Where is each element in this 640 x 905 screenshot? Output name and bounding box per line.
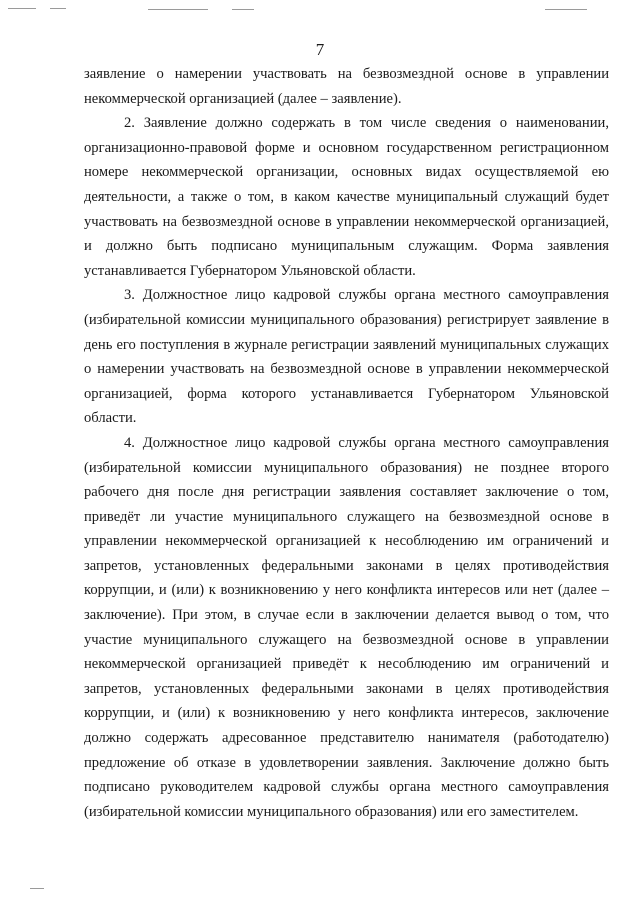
document-body (84, 62, 609, 824)
scan-artifact-top-center (148, 9, 208, 10)
scan-artifact-top-right (545, 9, 587, 10)
scan-artifact-bottom-left (30, 888, 44, 889)
paragraph-4: 4. Должностное лицо кадровой службы органа местного самоуправления (избирательной комиссии муниципального образования) не позднее второго рабочего дня после дня регистрации заявления составляет заключение о том, приведёт ли участие муниципального служащего на безвозмездной основе в управлении некоммерческой организацией к несоблюдению им ограничений и запретов, установленных федеральными законами в целях противодействия коррупции, и (или) к возникновению у него конфликта интересов или нет (далее – заключение). При этом, в случае если в заключении делается вывод о том, что участие муниципального служащего на безвозмездной основе в управлении некоммерческой организацией приведёт к несоблюдению им ограничений и запретов, установленных федеральными законами в целях противодействия коррупции, и (или) к возникновению у него конфликта интересов, заключение должно содержать адресованное представителю нанимателя (работодателю) предложение об отказе в удовлетворении заявления. Заключение должно быть подписано руководителем кадровой службы органа местного самоуправления (избирательной комиссии муниципального образования) или его заместителем. (84, 434, 609, 820)
scan-artifact-top-left (8, 8, 36, 9)
paragraph-continuation: заявление о намерении участвовать на безвозмездной основе в управлении некоммерческой организацией (далее – заявление). (84, 66, 609, 107)
page-number: 7 (315, 40, 325, 59)
scan-artifact-top-left-2 (50, 8, 66, 9)
scan-artifact-top-center-2 (232, 9, 254, 10)
paragraph-2: 2. Заявление должно содержать в том числе сведения о наименовании, организационно-правовой форме и основном государственном регистрационном номере некоммерческой организации, основных видах осуществляемой ею деятельности, а также о том, в каком качестве муниципальный служащий будет участвовать на безвозмездной основе в управлении некоммерческой организацией, и должно быть подписано муниципальным служащим. Форма заявления устанавливается Губернатором Ульяновской области. (84, 115, 609, 279)
paragraph-3: 3. Должностное лицо кадровой службы органа местного самоуправления (избирательной комиссии муниципального образования) регистрирует заявление в день его поступления в журнале регистрации заявлений муниципальных служащих о намерении участвовать на безвозмездной основе в управлении некоммерческой организацией, форма которого устанавливается Губернатором Ульяновской области. (84, 287, 609, 427)
